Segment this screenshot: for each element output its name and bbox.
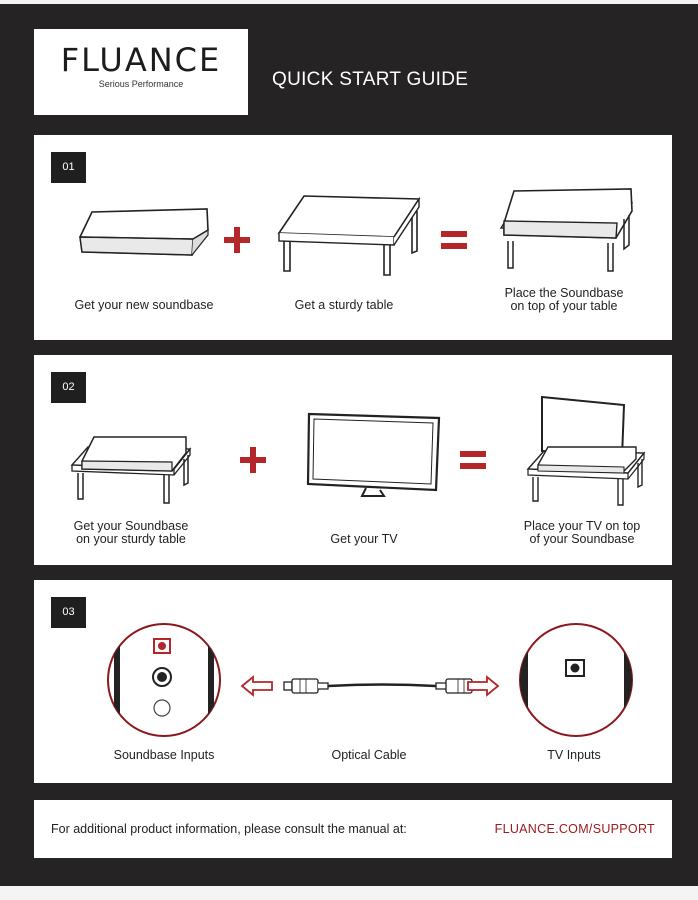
scan-border	[0, 0, 698, 4]
plus-icon	[222, 225, 252, 255]
support-link[interactable]: FLUANCE.COM/SUPPORT	[494, 822, 655, 836]
page-title: QUICK START GUIDE	[272, 69, 469, 90]
step-03-caption-2: Optical Cable	[331, 748, 407, 762]
equals-icon	[439, 227, 469, 253]
step-02-panel	[34, 355, 672, 565]
brand-name: FLUANCE	[60, 41, 222, 79]
soundbase-inputs-icon	[104, 620, 224, 740]
soundbase-icon	[72, 197, 212, 272]
step-number: 03	[51, 597, 86, 628]
brand-tagline: Serious Performance	[98, 79, 184, 89]
support-footer	[34, 800, 672, 858]
equals-icon	[458, 447, 488, 473]
tv-icon	[304, 410, 444, 502]
optical-cable-icon	[282, 674, 482, 698]
step-02-caption-2: Get your TV	[330, 532, 398, 546]
step-03-panel	[34, 580, 672, 783]
table-icon	[274, 193, 424, 278]
step-03-caption-1: Soundbase Inputs	[113, 748, 215, 762]
plus-icon	[238, 445, 268, 475]
footer-text: For additional product information, please consult the manual at:	[51, 822, 407, 836]
step-number: 01	[51, 152, 86, 183]
step-01-panel	[34, 135, 672, 340]
tv-inputs-icon	[516, 620, 636, 740]
tv-on-soundbase-icon	[524, 393, 649, 508]
step-03-caption-3: TV Inputs	[547, 748, 601, 762]
scan-border	[0, 886, 698, 900]
step-01-caption-3: Place the Soundbase on top of your table	[504, 286, 624, 313]
step-02-caption-1: Get your Soundbase on your sturdy table	[73, 519, 189, 546]
arrow-left-icon	[240, 675, 274, 697]
step-number: 02	[51, 372, 86, 403]
soundbase-on-table-icon	[68, 427, 193, 505]
step-01-caption-1: Get your new soundbase	[74, 298, 214, 312]
brand-logo	[34, 29, 248, 115]
soundbase-on-table-icon	[496, 183, 636, 278]
arrow-right-icon	[466, 675, 500, 697]
step-01-caption-2: Get a sturdy table	[294, 298, 394, 312]
step-02-caption-3: Place your TV on top of your Soundbase	[523, 519, 641, 546]
